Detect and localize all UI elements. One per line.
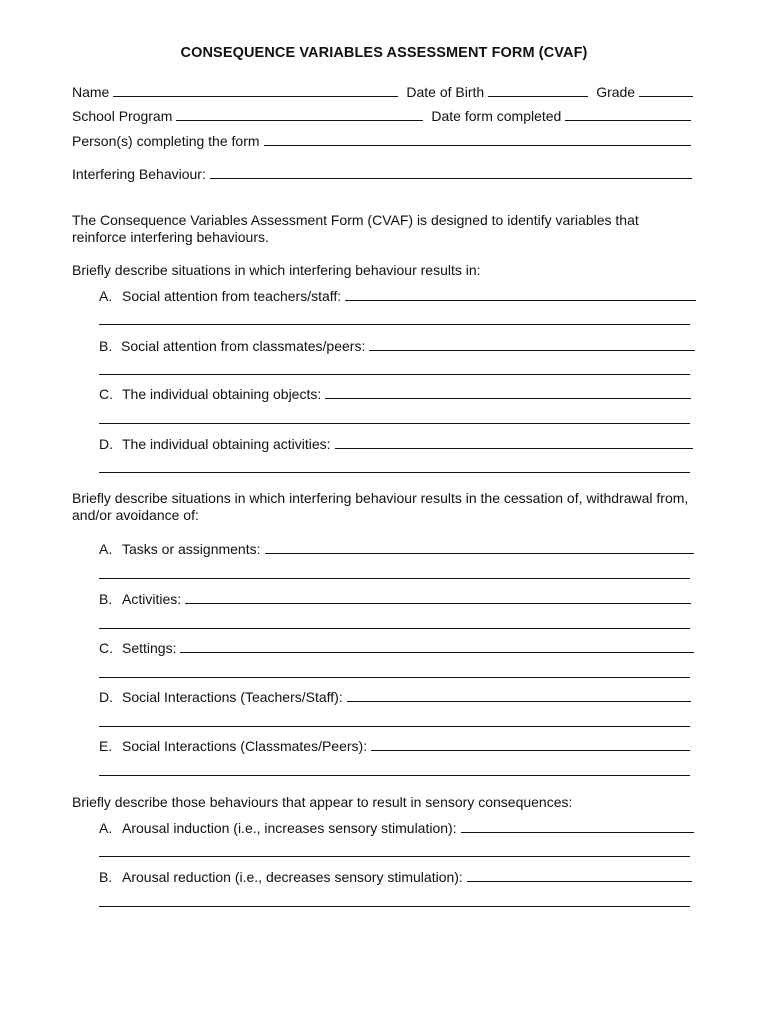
item-letter: D. <box>99 689 113 705</box>
item-letter: B. <box>99 869 113 885</box>
activities-field[interactable] <box>185 590 691 604</box>
section2-item-a <box>99 539 694 557</box>
section2-item-d <box>99 687 691 705</box>
section3-item-b <box>99 867 692 885</box>
school-program-label: School Program <box>72 108 173 124</box>
item-letter: A. <box>99 288 113 304</box>
item-letter: B. <box>99 591 113 607</box>
item-label: Arousal induction (i.e., increases sensory stimulation): <box>122 820 457 836</box>
continuation-line[interactable] <box>99 856 690 857</box>
item-label: Social attention from teachers/staff: <box>122 288 342 304</box>
continuation-line[interactable] <box>99 423 690 424</box>
item-label: Arousal reduction (i.e., decreases sensory stimulation): <box>122 869 463 885</box>
program-row <box>72 106 691 124</box>
tasks-assignments-field[interactable] <box>265 540 695 554</box>
intro-paragraph: The Consequence Variables Assessment Form (CVAF) is designed to identify variables that reinforce interfering behaviours. <box>72 212 639 245</box>
item-label: Social Interactions (Classmates/Peers): <box>122 738 368 754</box>
continuation-line[interactable] <box>99 906 690 907</box>
item-label: Settings: <box>122 640 177 656</box>
item-letter: A. <box>99 820 113 836</box>
item-letter: A. <box>99 541 113 557</box>
persons-completing-label: Person(s) completing the form <box>72 133 260 149</box>
persons-row <box>72 131 691 149</box>
continuation-line[interactable] <box>99 324 690 325</box>
continuation-line[interactable] <box>99 677 690 678</box>
section1-item-c <box>99 384 691 402</box>
item-letter: E. <box>99 738 113 754</box>
social-interactions-peers-field[interactable] <box>371 737 690 751</box>
section3-prompt: Briefly describe those behaviours that appear to result in sensory consequences: <box>72 794 573 810</box>
settings-field[interactable] <box>180 639 694 653</box>
social-interactions-staff-field[interactable] <box>347 688 691 702</box>
arousal-reduction-field[interactable] <box>467 868 692 882</box>
date-of-birth-field[interactable] <box>488 83 588 97</box>
section2-item-c <box>99 638 694 656</box>
continuation-line[interactable] <box>99 628 690 629</box>
section1-item-b <box>99 336 695 354</box>
name-label: Name <box>72 84 110 100</box>
section1-item-a <box>99 286 696 304</box>
obtaining-objects-field[interactable] <box>325 385 691 399</box>
item-label: The individual obtaining objects: <box>122 386 322 402</box>
item-letter: C. <box>99 386 113 402</box>
item-letter: B. <box>99 338 113 354</box>
item-letter: D. <box>99 436 113 452</box>
arousal-induction-field[interactable] <box>461 819 694 833</box>
item-label: Social Interactions (Teachers/Staff): <box>122 689 343 705</box>
social-attention-staff-field[interactable] <box>345 287 696 301</box>
social-attention-peers-field[interactable] <box>369 337 695 351</box>
item-label: Tasks or assignments: <box>122 541 261 557</box>
date-of-birth-label: Date of Birth <box>406 84 485 100</box>
section1-item-d <box>99 434 693 452</box>
section2-item-b <box>99 589 691 607</box>
item-label: The individual obtaining activities: <box>122 436 331 452</box>
school-program-field[interactable] <box>176 107 423 121</box>
date-completed-label: Date form completed <box>431 108 562 124</box>
name-field[interactable] <box>113 83 398 97</box>
grade-field[interactable] <box>639 83 693 97</box>
continuation-line[interactable] <box>99 374 690 375</box>
grade-label: Grade <box>596 84 636 100</box>
continuation-line[interactable] <box>99 726 690 727</box>
continuation-line[interactable] <box>99 472 690 473</box>
obtaining-activities-field[interactable] <box>335 435 693 449</box>
interfering-behaviour-field[interactable] <box>210 165 692 179</box>
continuation-line[interactable] <box>99 578 690 579</box>
item-label: Activities: <box>122 591 182 607</box>
item-label: Social attention from classmates/peers: <box>121 338 366 354</box>
continuation-line[interactable] <box>99 775 690 776</box>
date-completed-field[interactable] <box>565 107 691 121</box>
section2-item-e <box>99 736 690 754</box>
item-letter: C. <box>99 640 113 656</box>
name-row <box>72 82 693 100</box>
interfering-behaviour-label: Interfering Behaviour: <box>72 166 206 182</box>
section3-item-a <box>99 818 694 836</box>
form-title: CONSEQUENCE VARIABLES ASSESSMENT FORM (CVAF) <box>180 45 588 61</box>
behaviour-row <box>72 164 692 182</box>
section1-prompt: Briefly describe situations in which interfering behaviour results in: <box>72 262 481 278</box>
section2-prompt: Briefly describe situations in which interfering behaviour results in the cessation of, withdrawal from, and/or avoidance of: <box>72 490 689 523</box>
persons-completing-field[interactable] <box>264 132 691 146</box>
